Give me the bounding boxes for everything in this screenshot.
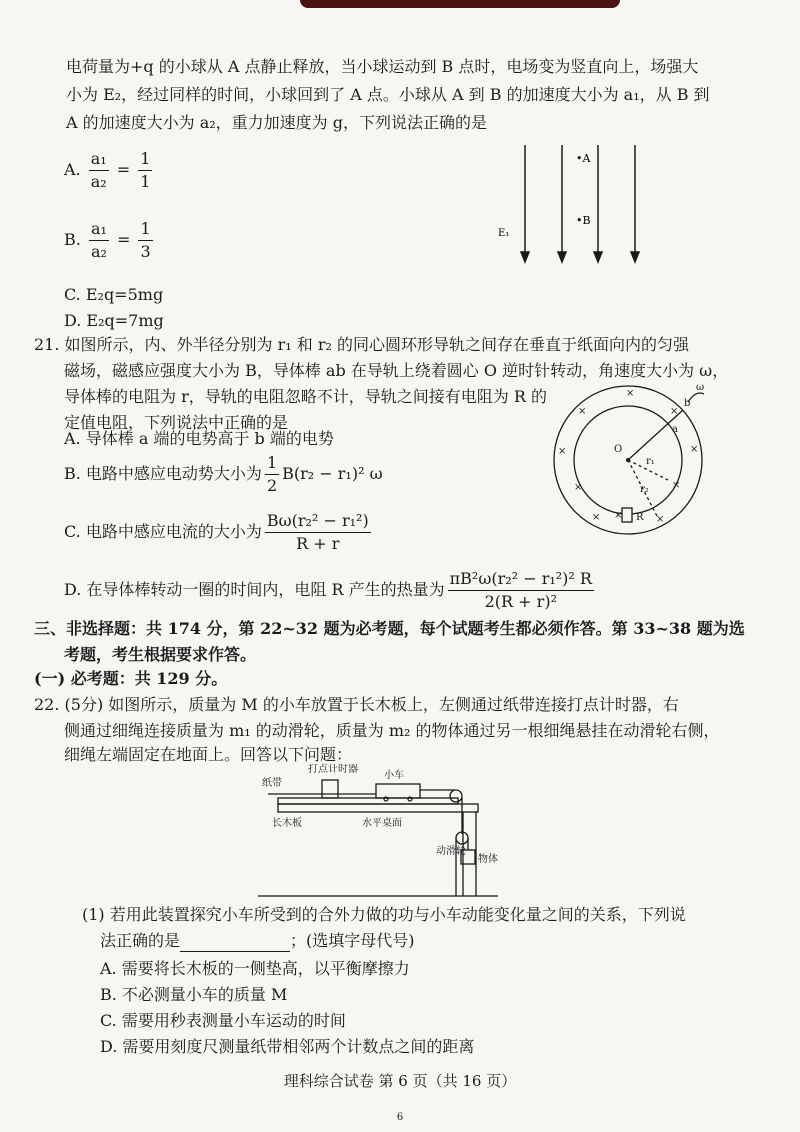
q21-line2: 磁场，磁感应强度大小为 B，导体棒 ab 在导轨上绕着圆心 O 逆时针转动，角速度大小为 ω， bbox=[64, 361, 729, 380]
q21-option-b: B. 电路中感应电动势大小为 $\frac{1}{2}$ B(r₂ − r₁)² ω bbox=[64, 453, 383, 495]
q22-option-c: C. 需要用秒表测量小车运动的时间 bbox=[100, 1011, 346, 1030]
field-cross: × bbox=[574, 482, 583, 493]
point-a-label: •A bbox=[576, 152, 591, 165]
point-b-label: •B bbox=[576, 214, 591, 227]
q21-line1: 21. 如图所示，内、外半径分别为 r₁ 和 r₂ 的同心圆环形导轨之间存在垂直于纸面向内的匀强 bbox=[34, 335, 690, 354]
label-r2: r₂ bbox=[640, 484, 649, 495]
section3-sub: (一) 必考题：共 129 分。 bbox=[34, 669, 228, 688]
field-cross: × bbox=[670, 406, 679, 417]
q20-line2: 小为 E₂，经过同样的时间，小球回到了 A 点。小球从 A 到 B 的加速度大小为 a₁，从 B 到 bbox=[66, 85, 710, 104]
label-pulley: 动滑轮 bbox=[436, 846, 466, 857]
q20-line1: 电荷量为+q 的小球从 A 点静止释放，当小球运动到 B 点时，电场变为竖直向上，场强大 bbox=[66, 57, 699, 76]
q22-apparatus-figure bbox=[258, 764, 508, 900]
label-cart: 小车 bbox=[384, 770, 404, 781]
q21-option-a: A. 导体棒 a 端的电势高于 b 端的电势 bbox=[64, 429, 334, 448]
field-arrow-1 bbox=[521, 252, 529, 262]
q22-option-b: B. 不必测量小车的质量 M bbox=[100, 985, 288, 1004]
label-tape: 纸带 bbox=[262, 778, 282, 789]
label-timer: 打点计时器 bbox=[308, 764, 358, 775]
q21-option-c: C. 电路中感应电流的大小为 $\frac{\text{Bω(r₂² − r₁²)}}{R + r}$ bbox=[64, 511, 369, 553]
label-a: a bbox=[672, 424, 678, 435]
field-cross: × bbox=[690, 444, 699, 455]
q22-option-d: D. 需要用刻度尺测量纸带相邻两个计数点之间的距离 bbox=[100, 1037, 475, 1056]
conductor-rod bbox=[628, 410, 683, 460]
q20-option-c: C. E₂q=5mg bbox=[64, 285, 164, 304]
field-cross: × bbox=[656, 514, 665, 525]
center-point bbox=[626, 458, 630, 462]
q20-field-figure bbox=[490, 140, 670, 270]
field-arrow-4 bbox=[631, 252, 639, 262]
q20-line3: A 的加速度大小为 a₂，重力加速度为 g，下列说法正确的是 bbox=[66, 113, 488, 132]
answer-blank[interactable] bbox=[180, 935, 290, 952]
field-cross: × bbox=[558, 446, 567, 457]
field-cross: × bbox=[592, 512, 601, 523]
field-cross: × bbox=[672, 480, 681, 491]
label-object: 物体 bbox=[478, 854, 498, 865]
fixed-pulley bbox=[450, 790, 462, 802]
label-r: R bbox=[636, 512, 644, 523]
field-cross: × bbox=[614, 510, 623, 521]
q22-line3: 细绳左端固定在地面上。回答以下问题： bbox=[64, 745, 353, 764]
resistor-r bbox=[622, 508, 632, 522]
q20-option-b: B. $\frac{\text{a₁}}{\text{a₂}}$ = $\frac{1}{3}$ bbox=[64, 219, 151, 261]
q22-sub1-line2: 法正确的是 ；(选填字母代号) bbox=[100, 931, 415, 950]
q21-option-d: D. 在导体棒转动一圈的时间内，电阻 R 产生的热量为 $\frac{\text{πB²ω(r₂² − r₁²)² R}}{\text{2(R + r)²}}$ bbox=[64, 569, 592, 611]
q21-line4: 定值电阻，下列说法中正确的是 bbox=[64, 413, 289, 432]
field-arrow-3 bbox=[594, 252, 602, 262]
label-desk: 水平桌面 bbox=[362, 818, 402, 829]
q21-ring-figure bbox=[548, 380, 708, 540]
page-footer-title: 理科综合试卷 第 6 页（共 16 页） bbox=[283, 1072, 517, 1090]
desk-top bbox=[278, 804, 478, 812]
q20-option-d: D. E₂q=7mg bbox=[64, 311, 164, 330]
cart-wheel bbox=[384, 797, 388, 801]
q20-option-a: A. $\frac{\text{a₁}}{\text{a₂}}$ = $\frac{1}{1}$ bbox=[64, 149, 151, 191]
field-arrow-2 bbox=[558, 252, 566, 262]
section3-line1: 三、非选择题：共 174 分，第 22~32 题为必考题，每个试题考生都必须作答。第 33~38 题为选 bbox=[34, 619, 745, 638]
section3-line2: 考题，考生根据要求作答。 bbox=[64, 645, 257, 664]
label-omega: ω bbox=[696, 382, 705, 393]
page-number: 6 bbox=[396, 1112, 404, 1123]
label-b: b bbox=[684, 398, 691, 409]
field-cross: × bbox=[578, 406, 587, 417]
label-o: O bbox=[614, 444, 623, 455]
page-top-band bbox=[300, 0, 620, 8]
timer-device bbox=[322, 780, 338, 798]
q21-line3: 导体棒的电阻为 r，导轨的电阻忽略不计，导轨之间接有电阻为 R 的 bbox=[64, 387, 547, 406]
cart bbox=[376, 784, 420, 798]
q22-sub1-line1: (1) 若用此装置探究小车所受到的合外力做的功与小车动能变化量之间的关系，下列说 bbox=[82, 905, 686, 924]
q22-option-a: A. 需要将长木板的一侧垫高，以平衡摩擦力 bbox=[100, 959, 410, 978]
label-r1: r₁ bbox=[646, 456, 655, 467]
q22-line2: 侧通过细绳连接质量为 m₁ 的动滑轮，质量为 m₂ 的物体通过另一根细绳悬挂在动滑轮右侧， bbox=[64, 721, 720, 740]
label-board: 长木板 bbox=[272, 818, 302, 829]
field-cross: × bbox=[626, 388, 635, 399]
q22-line1: 22. (5分) 如图所示，质量为 M 的小车放置于长木板上，左侧通过纸带连接打点计时器，右 bbox=[34, 695, 679, 714]
cart-wheel-2 bbox=[408, 797, 412, 801]
field-label-e1: E₁ bbox=[498, 228, 510, 239]
long-board bbox=[278, 798, 458, 804]
